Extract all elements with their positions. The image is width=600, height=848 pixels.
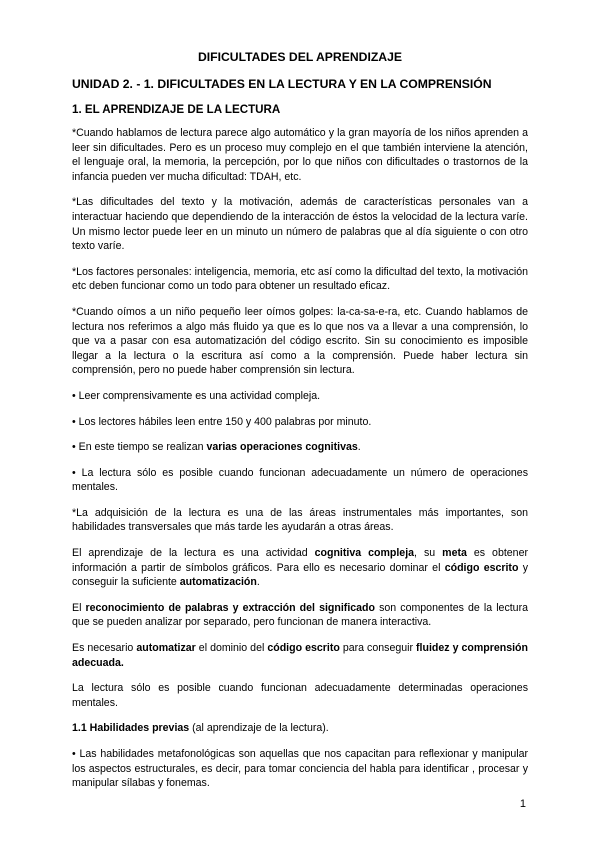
- text-span: • Las habilidades metafonológicas son aquellas que nos capacitan para reflexionar y manipular los aspectos estructurales, es decir, para tomar conciencia del habla para identificar , procesar y manipular sílabas y fonemas.: [72, 748, 528, 790]
- bold-text: reconocimiento de palabras y extracción del significado: [85, 601, 376, 614]
- text-span: *Cuando oímos a un niño pequeño leer oímos golpes: la-ca-sa-e-ra, etc. Cuando hablamos de lectura nos referimos a algo más fluido ya que es lo que nos va a llevar a una comprensión, lo que va a pasar con esa automatización del código escrito. Sin su conocimiento es imposible llegar a la lectura o la escritura así como a la comprensión. Puede haber lectura sin comprensión, pero no puede haber comprensión sin lectura.: [72, 305, 528, 377]
- paragraph: [72, 415, 528, 430]
- paragraph: [72, 641, 528, 670]
- text-span: son componentes de la lectura que se pueden analizar por separado, pero funcionan de manera interactiva.: [72, 601, 528, 629]
- paragraph: [72, 195, 528, 253]
- text-span: • Los lectores hábiles leen entre 150 y 400 palabras por minuto.: [72, 415, 372, 428]
- text-span: Es necesario: [72, 642, 137, 655]
- text-span: (al aprendizaje de la lectura).: [189, 722, 329, 735]
- bold-text: varias operaciones cognitivas: [206, 441, 358, 454]
- text-span: , su: [414, 547, 443, 560]
- bold-text: fluidez y comprensión adecuada.: [72, 642, 528, 669]
- text-span: *Cuando hablamos de lectura parece algo automático y la gran mayoría de los niños aprenden a leer sin dificultades. Pero es un proceso muy complejo en el que también interviene la atención, el lenguaje oral, la memoria, la percepción, por lo que niños con dificultades o trastornos de la infancia pueden ver mucha dificultad: TDAH, etc.: [72, 127, 528, 183]
- text-span: es obtener información a partir de símbolos gráficos. Para ello es necesario dominar el: [72, 547, 528, 574]
- text-span: • Leer comprensivamente es una actividad compleja.: [72, 389, 321, 402]
- bold-text: código escrito: [444, 561, 519, 574]
- paragraph: [72, 389, 528, 404]
- text-span: El: [72, 601, 86, 614]
- text-span: *La adquisición de la lectura es una de las áreas instrumentales más importantes, son habilidades transversales que más tarde les ayudarán a otras áreas.: [72, 506, 528, 534]
- bold-text: automatizar: [136, 642, 196, 655]
- text-span: • En este tiempo se realizan: [72, 441, 207, 454]
- unit-title: UNIDAD 2. - 1. DIFICULTADES EN LA LECTURA Y EN LA COMPRENSIÓN: [72, 77, 492, 91]
- paragraph: [72, 721, 528, 736]
- bold-text: 1.1 Habilidades previas: [72, 722, 190, 735]
- text-span: El aprendizaje de la lectura es una actividad: [72, 547, 315, 560]
- paragraph: [72, 546, 528, 590]
- paragraph: [72, 466, 528, 495]
- bold-text: cognitiva compleja: [314, 547, 415, 560]
- document-title: DIFICULTADES DEL APRENDIZAJE: [197, 50, 403, 64]
- paragraph: [72, 747, 528, 791]
- text-span: .: [256, 576, 260, 589]
- bold-text: automatización: [179, 576, 257, 589]
- paragraph: [72, 305, 528, 378]
- paragraph: [72, 506, 528, 535]
- paragraph: [72, 265, 528, 294]
- text-span: • La lectura sólo es posible cuando funcionan adecuadamente un número de operaciones mentales.: [72, 466, 528, 494]
- page-number: 1: [519, 798, 526, 810]
- paragraph: [72, 681, 528, 710]
- text-span: el dominio del: [195, 642, 268, 655]
- text-span: *Las dificultades del texto y la motivación, además de características personales van a interactuar haciendo que dependiendo de la interacción de éstos la velocidad de la lectura varíe. Un mismo lector puede leer en un minuto un número de palabras que al día siguiente o con otro texto varíe.: [72, 196, 528, 253]
- text-span: y conseguir la suficiente: [72, 561, 529, 589]
- section-title: 1. EL APRENDIZAJE DE LA LECTURA: [72, 103, 281, 116]
- text-span: para conseguir: [339, 642, 417, 655]
- paragraph: [72, 601, 528, 630]
- bold-text: código escrito: [267, 642, 340, 655]
- text-span: .: [357, 441, 361, 454]
- body-text: [72, 126, 528, 791]
- paragraph: [72, 440, 528, 455]
- bold-text: meta: [442, 547, 467, 560]
- text-span: La lectura sólo es posible cuando funcionan adecuadamente determinadas operaciones mentales.: [72, 682, 528, 709]
- text-span: *Los factores personales: inteligencia, memoria, etc así como la dificultad del texto, la motivación etc deben funcionar como un todo para obtener un resultado eficaz.: [72, 265, 528, 293]
- paragraph: [72, 126, 528, 184]
